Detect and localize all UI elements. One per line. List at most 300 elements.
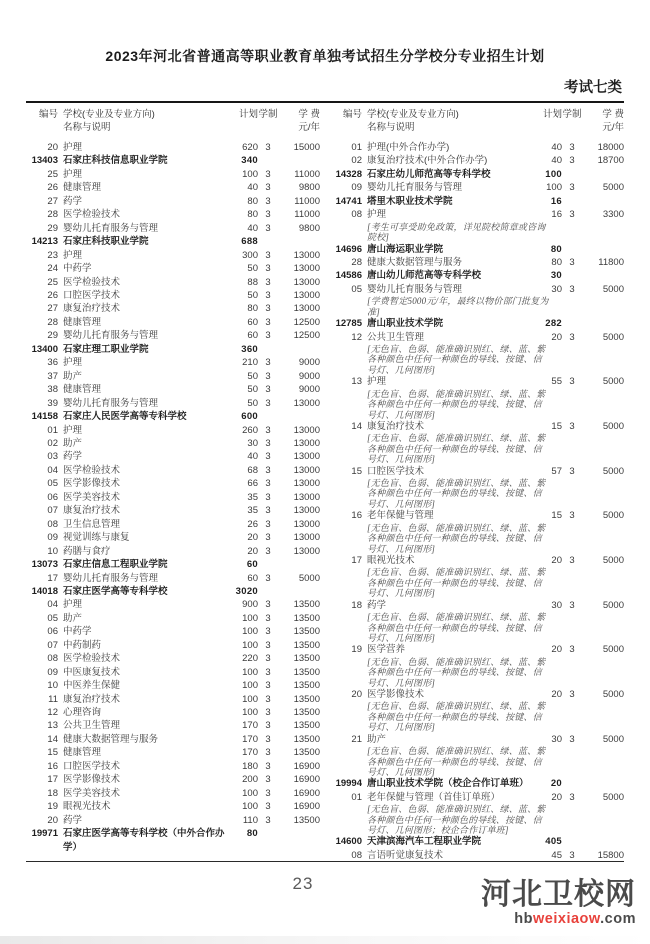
program-row [330,465,624,478]
plan-count: 80 [246,828,258,840]
program-name: 心理咨询 [63,707,102,719]
plan-count: 30 [551,599,562,611]
program-row [26,222,320,235]
program-row [26,814,320,827]
program-number: 25 [47,276,58,288]
tuition-fee: 5000 [602,283,624,295]
program-number: 12 [351,331,362,343]
program-number: 08 [351,209,362,221]
program-row [26,356,320,369]
program-name: 助产 [63,437,83,449]
plan-count: 16 [551,209,562,221]
tuition-fee: 3300 [602,209,624,221]
study-years: 3 [265,464,271,476]
program-row [330,509,624,522]
tuition-fee: 16900 [293,801,320,813]
study-years: 3 [569,331,575,343]
program-number: 21 [351,733,362,745]
tuition-fee: 13000 [293,303,320,315]
program-number: 19 [47,801,58,813]
program-name: 医学营养 [367,644,406,656]
school-name: 石家庄医学高等专科学校（中外合作办学） [63,828,225,853]
program-note: [无色盲、色弱、能准确识别红、绿、蓝、紫各种颜色中任何一种颜色的导线、按键、信号灯、几何图形] [367,656,546,688]
plan-count: 60 [246,559,258,571]
tuition-fee: 13500 [293,612,320,624]
study-years: 3 [569,791,575,803]
school-code: 14328 [335,168,362,180]
tuition-fee: 5000 [602,554,624,566]
column-header-school-line1: 学校(专业及专业方向) [367,109,459,120]
school-name: 石家庄人民医学高等专科学校 [63,411,187,423]
program-row [330,791,624,804]
program-row [26,612,320,625]
plan-count: 30 [551,283,562,295]
study-years: 3 [569,182,575,194]
study-years: 3 [569,510,575,522]
study-years: 3 [265,263,271,275]
school-name: 石家庄科技信息职业学院 [63,155,168,167]
study-years: 3 [265,787,271,799]
program-name: 健康管理 [63,384,102,396]
program-row [26,760,320,773]
program-name: 健康管理 [63,747,102,759]
program-number: 17 [47,774,58,786]
tuition-fee: 15800 [597,849,624,861]
program-name: 卫生信息管理 [63,518,121,530]
program-number: 13 [47,720,58,732]
tuition-fee: 13000 [293,424,320,436]
program-number: 03 [47,451,58,463]
program-number: 05 [47,612,58,624]
program-name: 婴幼儿托育服务与管理 [63,222,159,234]
tuition-fee: 13000 [293,397,320,409]
program-number: 14 [351,420,362,432]
study-years: 3 [569,688,575,700]
program-name: 中医养生保健 [63,680,121,692]
program-row [26,289,320,302]
program-row [330,256,624,269]
school-row [330,269,624,282]
program-name: 健康管理 [63,316,102,328]
program-name: 康复治疗技术 [63,693,121,705]
school-code: 14600 [335,836,362,848]
program-row [330,375,624,388]
plan-count: 20 [551,688,562,700]
column-header-years: 学制 [258,109,278,120]
program-name: 药学 [63,195,83,207]
program-number: 29 [47,222,58,234]
school-row [330,317,624,330]
program-number: 09 [47,666,58,678]
tuition-fee: 11000 [294,168,320,180]
tuition-fee: 13000 [293,263,320,275]
study-years: 3 [265,303,271,315]
program-row [26,276,320,289]
study-years: 3 [265,437,271,449]
program-number: 10 [47,545,58,557]
program-name: 助产 [367,733,387,745]
program-number: 26 [47,182,58,194]
program-name: 医学美容技术 [63,787,121,799]
table-header [0,103,650,139]
program-row [330,554,624,567]
tuition-fee: 13500 [293,693,320,705]
tuition-fee: 9000 [298,370,320,382]
tuition-fee: 11800 [598,256,624,268]
plan-count: 20 [247,532,258,544]
program-note: [无色盲、色弱、能准确识别红、绿、蓝、紫各种颜色中任何一种颜色的导线、按键、信号灯、几何图形] [367,701,546,733]
study-years: 3 [265,814,271,826]
program-number: 10 [47,680,58,692]
tuition-fee: 13500 [293,599,320,611]
tuition-fee: 5000 [602,688,624,700]
column-header-school-line1: 学校(专业及专业方向) [63,109,155,120]
tuition-fee: 13500 [293,720,320,732]
program-row [26,679,320,692]
watermark-url-mid: weixiaow [533,911,601,927]
program-number: 36 [47,357,58,369]
program-name: 医学检验技术 [63,276,121,288]
study-years: 3 [265,545,271,557]
tuition-fee: 5000 [602,599,624,611]
tuition-fee: 13500 [293,680,320,692]
plan-count: 50 [247,397,258,409]
program-number: 28 [47,316,58,328]
tuition-fee: 5000 [602,331,624,343]
plan-count: 3020 [235,585,258,597]
study-years: 3 [265,733,271,745]
tuition-fee: 9800 [298,222,320,234]
school-code: 19971 [31,828,58,840]
study-years: 3 [265,195,271,207]
program-name: 公共卫生管理 [63,720,121,732]
program-number: 05 [47,478,58,490]
plan-count: 200 [242,774,258,786]
table-header-left [26,109,320,134]
plan-count: 50 [247,384,258,396]
plan-count: 100 [242,626,258,638]
plan-count: 40 [551,155,562,167]
study-years: 3 [265,276,271,288]
program-row [26,437,320,450]
study-years: 3 [265,384,271,396]
study-years: 3 [265,760,271,772]
tuition-fee: 11000 [294,195,320,207]
school-row [330,195,624,208]
study-years: 3 [569,376,575,388]
program-name: 护理 [63,142,83,153]
program-name: 健康大数据管理与服务 [367,256,463,268]
school-name: 天津滨海汽车工程职业学院 [367,836,482,848]
plan-count: 40 [551,142,562,153]
page-number: 23 [292,874,314,893]
column-header-fee-line1: 学 费 [602,109,624,120]
program-number: 07 [47,505,58,517]
table-column-right [330,141,624,862]
watermark-logo [481,880,636,927]
plan-count: 88 [247,276,258,288]
program-row [26,424,320,437]
program-name: 婴幼儿托育服务与管理 [367,283,463,295]
program-row [26,262,320,275]
plan-count: 170 [242,747,258,759]
tuition-fee: 13000 [293,532,320,544]
program-name: 视觉训练与康复 [63,532,130,544]
column-header-school-line2: 名称与说明 [63,121,111,133]
plan-count: 15 [551,420,562,432]
program-number: 09 [351,182,362,194]
plan-count: 405 [545,836,562,848]
column-header-school [58,109,226,134]
plan-count: 100 [545,168,562,180]
program-number: 26 [47,289,58,301]
school-code: 14741 [335,195,362,207]
program-name: 医学检验技术 [63,209,121,221]
school-name: 石家庄幼儿师范高等专科学校 [367,168,491,180]
school-code: 19994 [335,778,362,790]
program-name: 康复治疗技术 [63,303,121,315]
school-name: 唐山职业技术学院 [367,318,444,330]
program-number: 08 [47,518,58,530]
school-code: 14586 [335,270,362,282]
plan-count: 340 [241,155,258,167]
tuition-fee: 15000 [293,142,320,153]
plan-count: 40 [247,222,258,234]
program-row [26,800,320,813]
program-row [26,329,320,342]
plan-count: 100 [242,639,258,651]
plan-count: 30 [550,270,562,282]
program-name: 药学 [63,451,83,463]
program-note: [无色盲、色弱、能准确识别红、绿、蓝、紫各种颜色中任何一种颜色的导线、按键、信号灯、几何图形] [367,612,546,643]
study-years: 3 [569,733,575,745]
tuition-fee: 5000 [602,791,624,803]
tuition-fee: 18700 [597,155,624,167]
plan-count: 20 [247,545,258,557]
study-years: 3 [265,572,271,584]
tuition-fee: 5000 [602,733,624,745]
program-row [26,706,320,719]
program-row [26,370,320,383]
program-number: 28 [47,209,58,221]
study-years: 3 [265,612,271,624]
tuition-fee: 13000 [293,505,320,517]
program-row [26,141,320,154]
program-number: 01 [47,424,58,436]
plan-count: 180 [242,760,258,772]
program-note: [学费暂定5000元/年，最终以物价部门批复为准] [367,296,549,317]
study-years: 3 [265,532,271,544]
study-years: 3 [265,491,271,503]
program-row [26,249,320,262]
school-row [26,558,320,571]
program-number: 20 [351,688,362,700]
program-number: 16 [351,510,362,522]
program-number: 19 [351,644,362,656]
school-name: 石家庄医学高等专科学校 [63,585,168,597]
school-row [330,168,624,181]
study-years: 3 [265,693,271,705]
program-name: 言语听觉康复技术 [367,849,444,861]
tuition-fee: 5000 [602,465,624,477]
program-number: 09 [47,532,58,544]
program-name: 婴幼儿托育服务与管理 [63,572,159,584]
study-years: 3 [265,720,271,732]
plan-count: 100 [242,801,258,813]
plan-count: 600 [241,411,258,423]
program-name: 助产 [63,370,83,382]
plan-count: 110 [242,814,258,826]
study-years: 3 [265,666,271,678]
plan-count: 100 [242,168,258,180]
plan-count: 100 [546,182,562,194]
study-years: 3 [265,626,271,638]
program-note: [无色盲、色弱、能准确识别红、绿、蓝、紫各种颜色中任何一种颜色的导线、按键、信号灯、几何图形] [367,433,546,465]
program-name: 中药学 [63,263,92,275]
program-number: 15 [351,465,362,477]
program-name: 康复治疗技术 [367,420,425,432]
program-note: [无色盲、色弱、能准确识别红、绿、蓝、紫各种颜色中任何一种颜色的导线、按键、信号灯、几何图形；校企合作订单班] [367,804,546,836]
program-number: 18 [351,599,362,611]
program-name: 药学 [63,814,83,826]
tuition-fee: 13500 [293,626,320,638]
column-header-plan: 计划 [238,109,258,120]
school-code: 14696 [335,243,362,255]
program-row [26,625,320,638]
program-number: 29 [47,330,58,342]
program-row [26,316,320,329]
program-number: 38 [47,384,58,396]
tuition-fee: 18000 [597,142,624,153]
study-years: 3 [265,707,271,719]
program-name: 婴幼儿托育服务与管理 [63,397,159,409]
school-code: 14158 [31,411,58,423]
program-number: 37 [47,370,58,382]
program-note: [无色盲、色弱、能准确识别红、绿、蓝、紫各种颜色中任何一种颜色的导线、按键、信号灯、几何图形] [367,746,546,777]
program-note: [无色盲、色弱、能准确识别红、绿、蓝、紫各种颜色中任何一种颜色的导线、按键、信号灯、几何图形] [367,478,546,509]
tuition-fee: 16900 [293,774,320,786]
study-years: 3 [265,222,271,234]
program-number: 02 [351,155,362,167]
program-name: 药学 [367,599,387,611]
study-years: 3 [569,599,575,611]
program-row [26,666,320,679]
school-name: 石家庄信息工程职业学院 [63,559,168,571]
plan-count: 60 [247,330,258,342]
watermark-url-prefix: hb [514,911,534,927]
plan-count: 30 [551,733,562,745]
plan-count: 900 [242,599,258,611]
study-years: 3 [569,420,575,432]
column-header-no: 编号 [342,109,362,120]
program-name: 口腔医学技术 [63,289,121,301]
program-row [26,208,320,221]
study-years: 3 [265,209,271,221]
plan-count: 60 [247,316,258,328]
program-name: 康复治疗技术(中外合作办学) [367,155,488,167]
program-number: 27 [47,303,58,315]
program-row [26,531,320,544]
study-years: 3 [569,209,575,221]
program-number: 25 [47,168,58,180]
program-row [26,572,320,585]
program-row [26,464,320,477]
tuition-fee: 13000 [293,276,320,288]
plan-count: 20 [551,554,562,566]
school-row [26,585,320,598]
school-name: 唐山幼儿师范高等专科学校 [367,270,482,282]
plan-count: 40 [247,182,258,194]
tuition-fee: 9000 [298,384,320,396]
program-name: 老年保健与管理 [367,510,434,522]
program-row [26,545,320,558]
program-name: 健康管理 [63,182,102,194]
plan-count: 100 [242,693,258,705]
plan-count: 40 [247,451,258,463]
study-years: 3 [569,155,575,167]
plan-count: 300 [242,249,258,261]
program-number: 01 [351,142,362,153]
study-years: 3 [569,849,575,861]
tuition-fee: 9000 [298,357,320,369]
column-header-fee-line1: 学 费 [298,109,320,120]
school-row [26,154,320,167]
study-years: 3 [265,424,271,436]
tuition-fee: 13500 [293,733,320,745]
tuition-fee: 13500 [293,707,320,719]
program-name: 公共卫生管理 [367,331,425,343]
school-row [26,235,320,248]
tuition-fee: 12500 [293,330,320,342]
watermark-site-name: 河北卫校网 [481,878,636,911]
table-bottom-rule [26,861,624,862]
study-years: 3 [265,330,271,342]
school-code: 12785 [335,318,362,330]
page-title: 2023年河北省普通高等职业教育单独考试招生分学校分专业招生计划 [105,48,545,64]
watermark-url-suffix: .com [600,911,636,927]
plan-count: 50 [247,263,258,275]
program-row [26,504,320,517]
column-header-plan: 计划 [542,109,562,120]
program-name: 口腔医学技术 [63,760,121,772]
plan-count: 50 [247,370,258,382]
program-number: 17 [47,572,58,584]
program-row [330,733,624,746]
study-years: 3 [265,639,271,651]
program-note: [无色盲、色弱、能准确识别红、绿、蓝、紫各种颜色中任何一种颜色的导线、按键、信号灯、几何图形] [367,388,546,420]
study-years: 3 [265,774,271,786]
column-header-school-line2: 名称与说明 [367,121,415,133]
tuition-fee: 13500 [293,639,320,651]
school-name: 石家庄科技职业学院 [63,236,149,248]
school-name: 唐山职业技术学院（校企合作订单班） [367,778,529,790]
program-row [26,746,320,759]
plan-count: 170 [242,733,258,745]
school-code: 13400 [31,343,58,355]
tuition-fee: 13500 [293,666,320,678]
program-name: 护理 [367,376,387,388]
plan-count: 15 [551,510,562,522]
program-row [26,719,320,732]
program-row [26,652,320,665]
plan-count: 55 [551,376,562,388]
program-row [26,477,320,490]
program-name: 婴幼儿托育服务与管理 [367,182,463,194]
program-name: 眼视光技术 [63,801,111,813]
plan-count: 66 [247,478,258,490]
school-code: 13073 [31,559,58,571]
tuition-fee: 5000 [298,572,320,584]
